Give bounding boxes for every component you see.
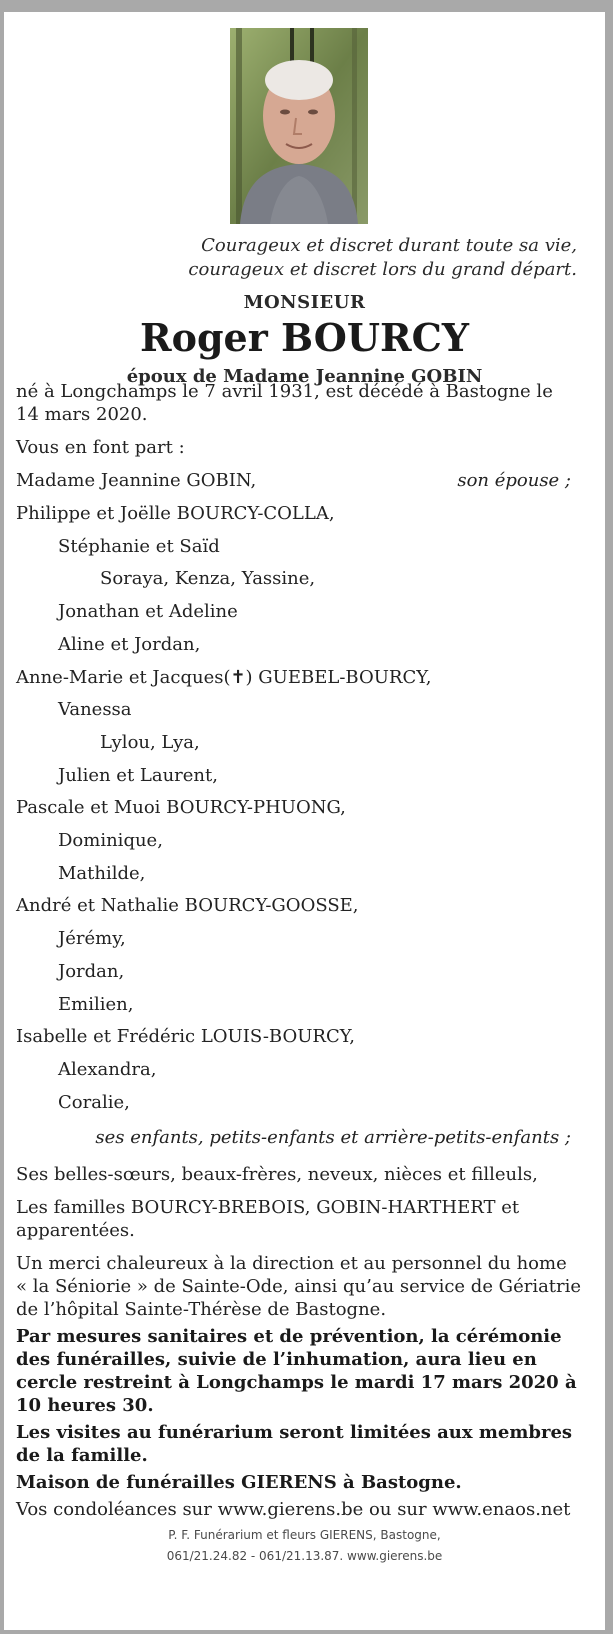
announcement-intro: Vous en font part : bbox=[16, 437, 185, 458]
families-line: Les familles BOURCY-BREBOIS, GOBIN-HARTHERT et bbox=[16, 1197, 520, 1218]
thanks-line: « la Séniorie » de Sainte-Ode, ainsi qu’au service de Gériatrie bbox=[16, 1276, 582, 1297]
family-member: Emilien, bbox=[58, 994, 134, 1015]
family-member: Julien et Laurent, bbox=[58, 765, 218, 786]
children-summary: ses enfants, petits-enfants et arrière-petits-enfants ; bbox=[95, 1127, 571, 1148]
family-member: Pascale et Muoi BOURCY-PHUONG, bbox=[16, 797, 346, 818]
family-member: Mathilde, bbox=[58, 863, 146, 884]
thanks-line: de l’hôpital Sainte-Thérèse de Bastogne. bbox=[16, 1299, 387, 1320]
quote-line: Courageux et discret durant toute sa vie, bbox=[201, 235, 577, 256]
family-member: Isabelle et Frédéric LOUIS-BOURCY, bbox=[16, 1026, 355, 1047]
ceremony-line: Par mesures sanitaires et de prévention, la cérémonie bbox=[16, 1326, 562, 1347]
family-member: Soraya, Kenza, Yassine, bbox=[100, 568, 316, 589]
family-member: Coralie, bbox=[58, 1092, 130, 1113]
ceremony-line: des funérailles, suivie de l’inhumation, aura lieu en bbox=[16, 1349, 537, 1370]
birth-death-line: né à Longchamps le 7 avril 1931, est décédé à Bastogne le bbox=[16, 381, 553, 402]
widow-relation: son épouse ; bbox=[457, 470, 571, 491]
families-line: apparentées. bbox=[16, 1220, 135, 1241]
thanks-line: Un merci chaleureux à la direction et au personnel du home bbox=[16, 1253, 567, 1274]
obituary-card bbox=[4, 12, 605, 1630]
honorific: MONSIEUR bbox=[243, 292, 366, 313]
portrait-photo bbox=[230, 28, 368, 224]
family-member: Stéphanie et Saïd bbox=[58, 536, 220, 557]
ceremony-line: cercle restreint à Longchamps le mardi 17 mars 2020 à bbox=[16, 1372, 577, 1393]
family-member: Jérémy, bbox=[58, 928, 126, 949]
visits-line: Les visites au funérarium seront limitées aux membres bbox=[16, 1422, 573, 1443]
family-member: Alexandra, bbox=[58, 1059, 157, 1080]
visits-line: de la famille. bbox=[16, 1445, 148, 1466]
family-member: André et Nathalie BOURCY-GOOSSE, bbox=[16, 895, 359, 916]
birth-death-line: 14 mars 2020. bbox=[16, 404, 148, 425]
family-member: Philippe et Joëlle BOURCY-COLLA, bbox=[16, 503, 335, 524]
quote-line: courageux et discret lors du grand départ. bbox=[188, 259, 577, 280]
footer-line: 061/21.24.82 - 061/21.13.87. www.gierens.be bbox=[166, 1549, 443, 1563]
family-member: Lylou, Lya, bbox=[100, 732, 200, 753]
funeral-home: Maison de funérailles GIERENS à Bastogne. bbox=[16, 1472, 462, 1493]
quote bbox=[188, 234, 577, 282]
widow-name: Madame Jeannine GOBIN, bbox=[16, 470, 257, 491]
footer-line: P. F. Funérarium et fleurs GIERENS, Bastogne, bbox=[168, 1528, 441, 1542]
deceased-name: Roger BOURCY bbox=[140, 315, 469, 360]
ceremony-line: 10 heures 30. bbox=[16, 1395, 154, 1416]
family-member: Anne-Marie et Jacques(✝) GUEBEL-BOURCY, bbox=[16, 667, 432, 688]
condolences-line: Vos condoléances sur www.gierens.be ou sur www.enaos.net bbox=[16, 1499, 571, 1520]
family-member: Dominique, bbox=[58, 830, 163, 851]
family-member: Jordan, bbox=[58, 961, 125, 982]
spouse-line: époux de Madame Jeannine GOBIN bbox=[126, 366, 483, 387]
family-member: Jonathan et Adeline bbox=[58, 601, 238, 622]
family-member: Vanessa bbox=[58, 699, 132, 720]
in-laws-line: Ses belles-sœurs, beaux-frères, neveux, nièces et filleuls, bbox=[16, 1164, 538, 1185]
family-member: Aline et Jordan, bbox=[58, 634, 201, 655]
